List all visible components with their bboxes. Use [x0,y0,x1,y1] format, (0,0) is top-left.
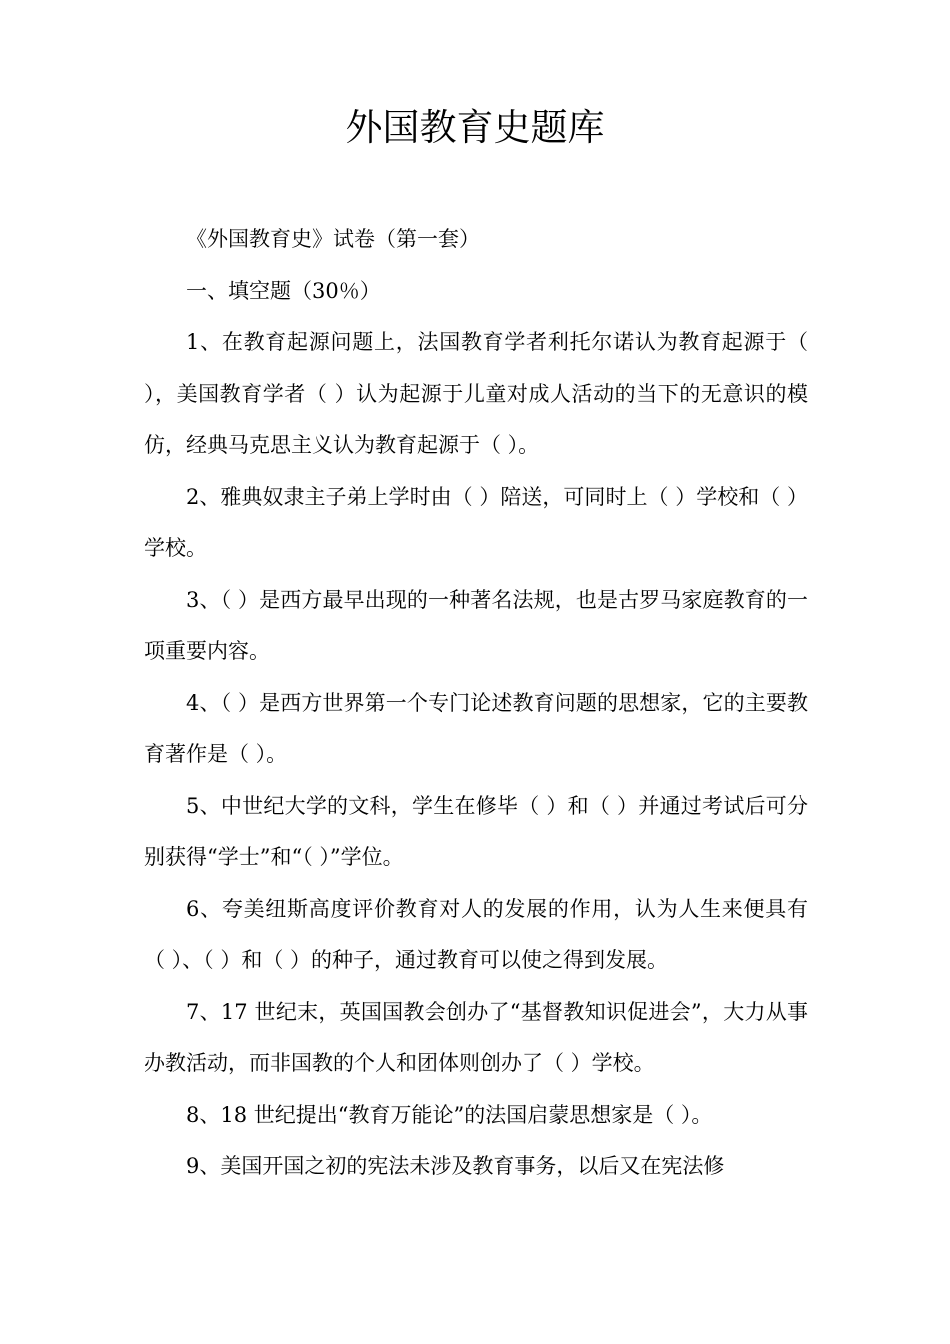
question-1: 1、在教育起源问题上，法国教育学者利托尔诺认为教育起源于（ ），美国教育学者（ ）认为起源于儿童对成人活动的当下的无意识的模仿，经典马克思主义认为教育起源于（ ）。 [144,330,808,457]
question-3: 3、（ ）是西方最早出现的一种著名法规，也是古罗马家庭教育的一项重要内容。 [144,587,808,663]
question-5: 5、中世纪大学的文科，学生在修毕（ ）和（ ）并通过考试后可分别获得“学士”和“（ ）”学位。 [144,793,808,869]
document-body [144,214,808,1193]
document-title: 外国教育史题库 [345,106,605,149]
section-heading: 一、填空题（30％） [186,278,381,303]
question-6: 6、夸美纽斯高度评价教育对人的发展的作用，认为人生来便具有（ ）、（ ）和（ ）的种子，通过教育可以使之得到发展。 [144,896,808,972]
question-9: 9、美国开国之初的宪法未涉及教育事务，以后又在宪法修 [186,1154,725,1178]
question-7: 7、17 世纪末，英国国教会创办了“基督教知识促进会”，大力从事办教活动，而非国教的个人和团体则创办了（ ）学校。 [144,999,808,1075]
question-4: 4、（ ）是西方世界第一个专门论述教育问题的思想家，它的主要教育著作是（ ）。 [144,690,808,766]
question-8: 8、18 世纪提出“教育万能论”的法国启蒙思想家是（ ）。 [186,1102,713,1127]
exam-subtitle: 《外国教育史》试卷（第一套） [186,227,480,251]
question-2: 2、雅典奴隶主子弟上学时由（ ）陪送，可同时上（ ）学校和（ ）学校。 [144,484,808,560]
